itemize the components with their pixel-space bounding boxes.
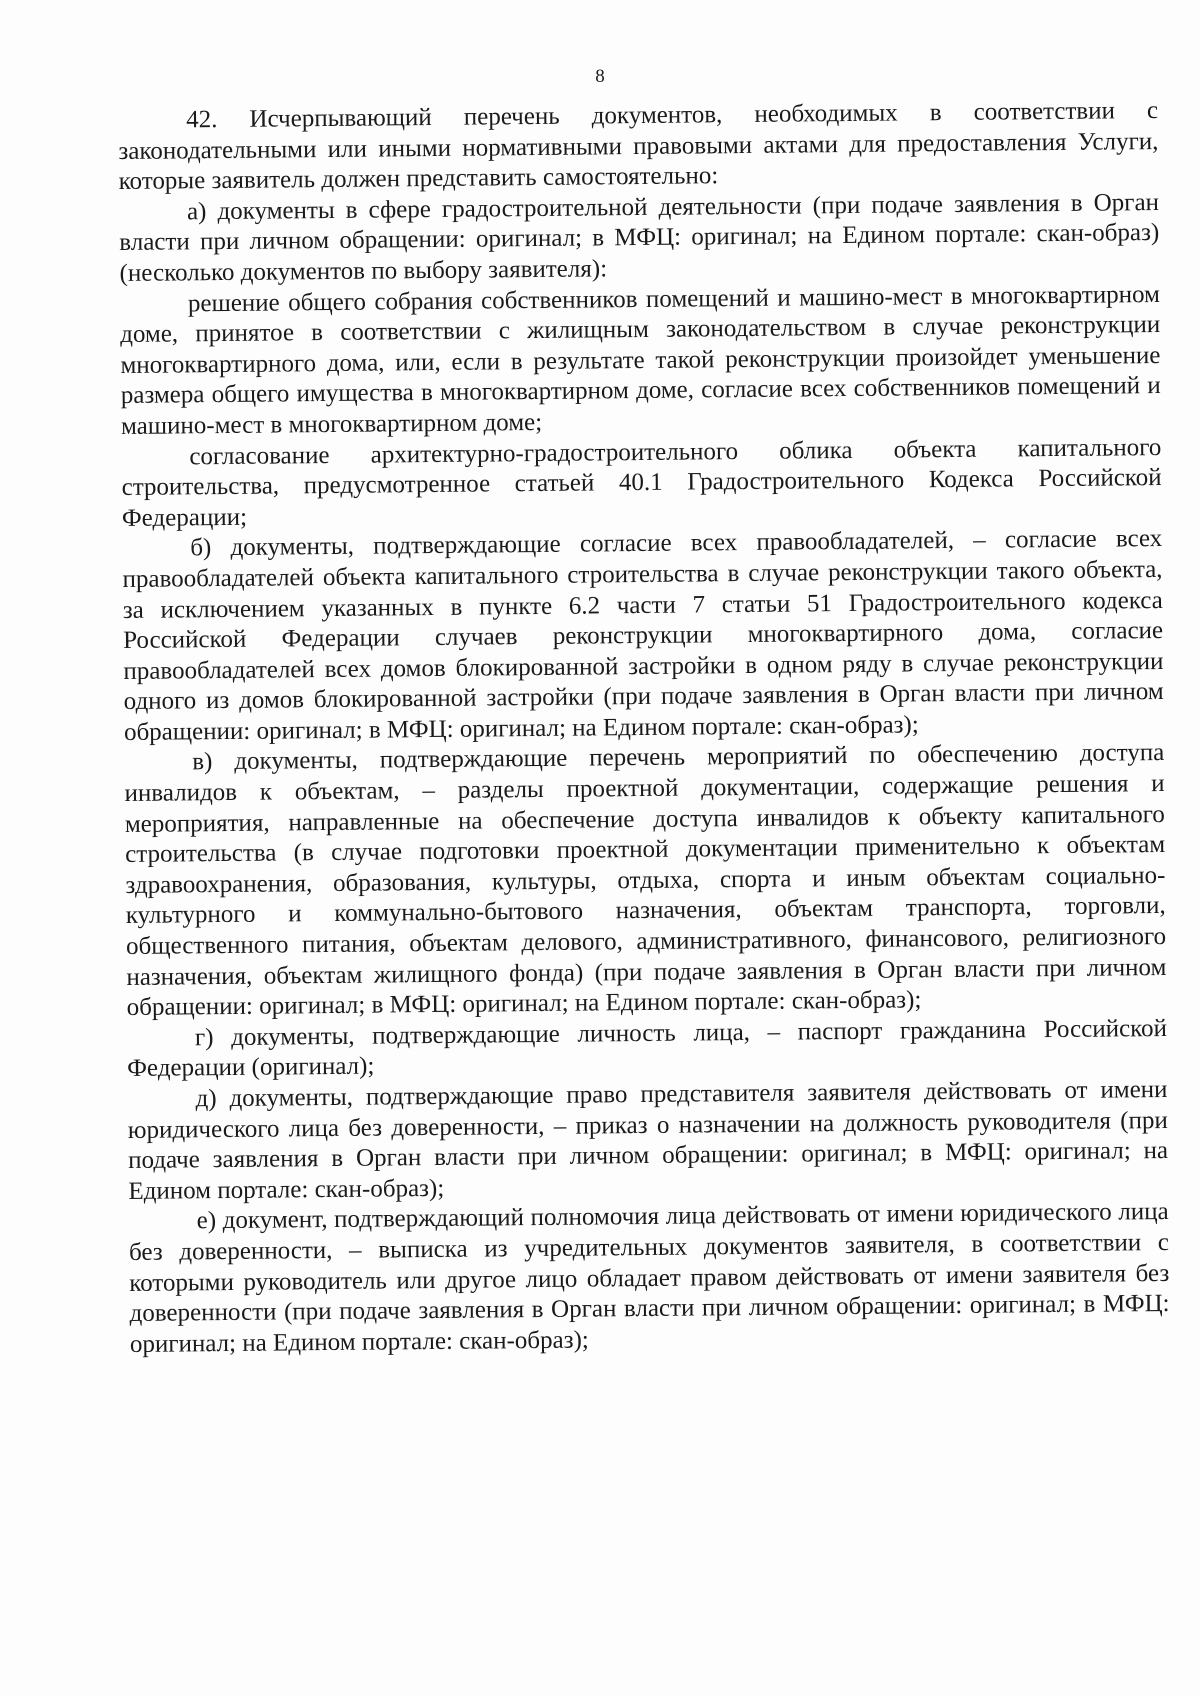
paragraph-item-a: а) документы в сфере градостроительной деятельности (при подаче заявления в Орган власти при личном обращении: оригинал; в МФЦ: оригинал; на Едином портале: скан-образ) (несколько документов по выбору заявителя): xyxy=(119,188,1160,287)
paragraph-architectural-approval: согласование архитектурно-градостроительного облика объекта капитального строительства, предусмотренное статьей 40.1 Градостроительного Кодекса Российской Федерации; xyxy=(121,433,1162,532)
paragraph-item-b: б) документы, подтверждающие согласие всех правообладателей, – согласие всех правообладателей объекта капитального строительства в случае реконструкции такого объекта, за исключением указанных в пункте 6.2 части 7 статьи 51 Градостроительного кодекса Российской Федерации случаев реконструкции многоквартирного дома, согласие правообладателей всех домов блокированной застройки в одном ряду в случае реконструкции одного из домов блокированной застройки (при подаче заявления в Орган власти при личном обращении: оригинал; в МФЦ: оригинал; на Едином портале: скан-образ); xyxy=(122,525,1164,746)
document-body xyxy=(118,96,1170,1360)
paragraph-owners-meeting-decision: решение общего собрания собственников помещений и машино-мест в многоквартирном доме, принятое в соответствии с жилищным законодательством в случае реконструкции многоквартирного дома, или, если в результате такой реконструкции произойдет уменьшение размера общего имущества в многоквартирном доме, согласие всех собственников помещений и машино-мест в многоквартирном доме; xyxy=(120,280,1161,440)
paragraph-item-d: д) документы, подтверждающие право представителя заявителя действовать от имени юридического лица без доверенности, – приказ о назначении на должность руководителя (при подаче заявления в Орган власти при личном обращении: оригинал; в МФЦ: оригинал; на Едином портале: скан-образ); xyxy=(127,1075,1169,1205)
paragraph-item-e: е) документ, подтверждающий полномочия лица действовать от имени юридического лица без доверенности, – выписка из учредительных документов заявителя, в соответствии с которыми руководитель или другое лицо обладает правом действовать от имени заявителя без доверенности (при подаче заявления в Орган власти при личном обращении: оригинал; в МФЦ: оригинал; на Едином портале: скан-образ); xyxy=(128,1198,1170,1358)
paragraph-item-v: в) документы, подтверждающие перечень мероприятий по обеспечению доступа инвалидов к объектам, – разделы проектной документации, содержащие решения и мероприятия, направленные на обеспечение доступа инвалидов к объекту капитального строительства (в случае подготовки проектной документации применительно к объектам здравоохранения, образования, культуры, отдыха, спорта и иным объектам социально-культурного и коммунально-бытового назначения, объектам транспорта, торговли, общественного питания, объектам делового, административного, финансового, религиозного назначения, объектам жилищного фонда) (при подаче заявления в Орган власти при личном обращении: оригинал; в МФЦ: оригинал; на Едином портале: скан-образ); xyxy=(124,739,1167,1022)
paragraph-item-g: г) документы, подтверждающие личность лица, – паспорт гражданина Российской Федерации (оригинал); xyxy=(127,1014,1168,1083)
page-number: 8 xyxy=(595,66,605,87)
paragraph-42-intro: 42. Исчерпывающий перечень документов, необходимых в соответствии с законодательными или иными нормативными правовыми актами для предоставления Услуги, которые заявитель должен представить самостоятельно: xyxy=(118,97,1159,196)
